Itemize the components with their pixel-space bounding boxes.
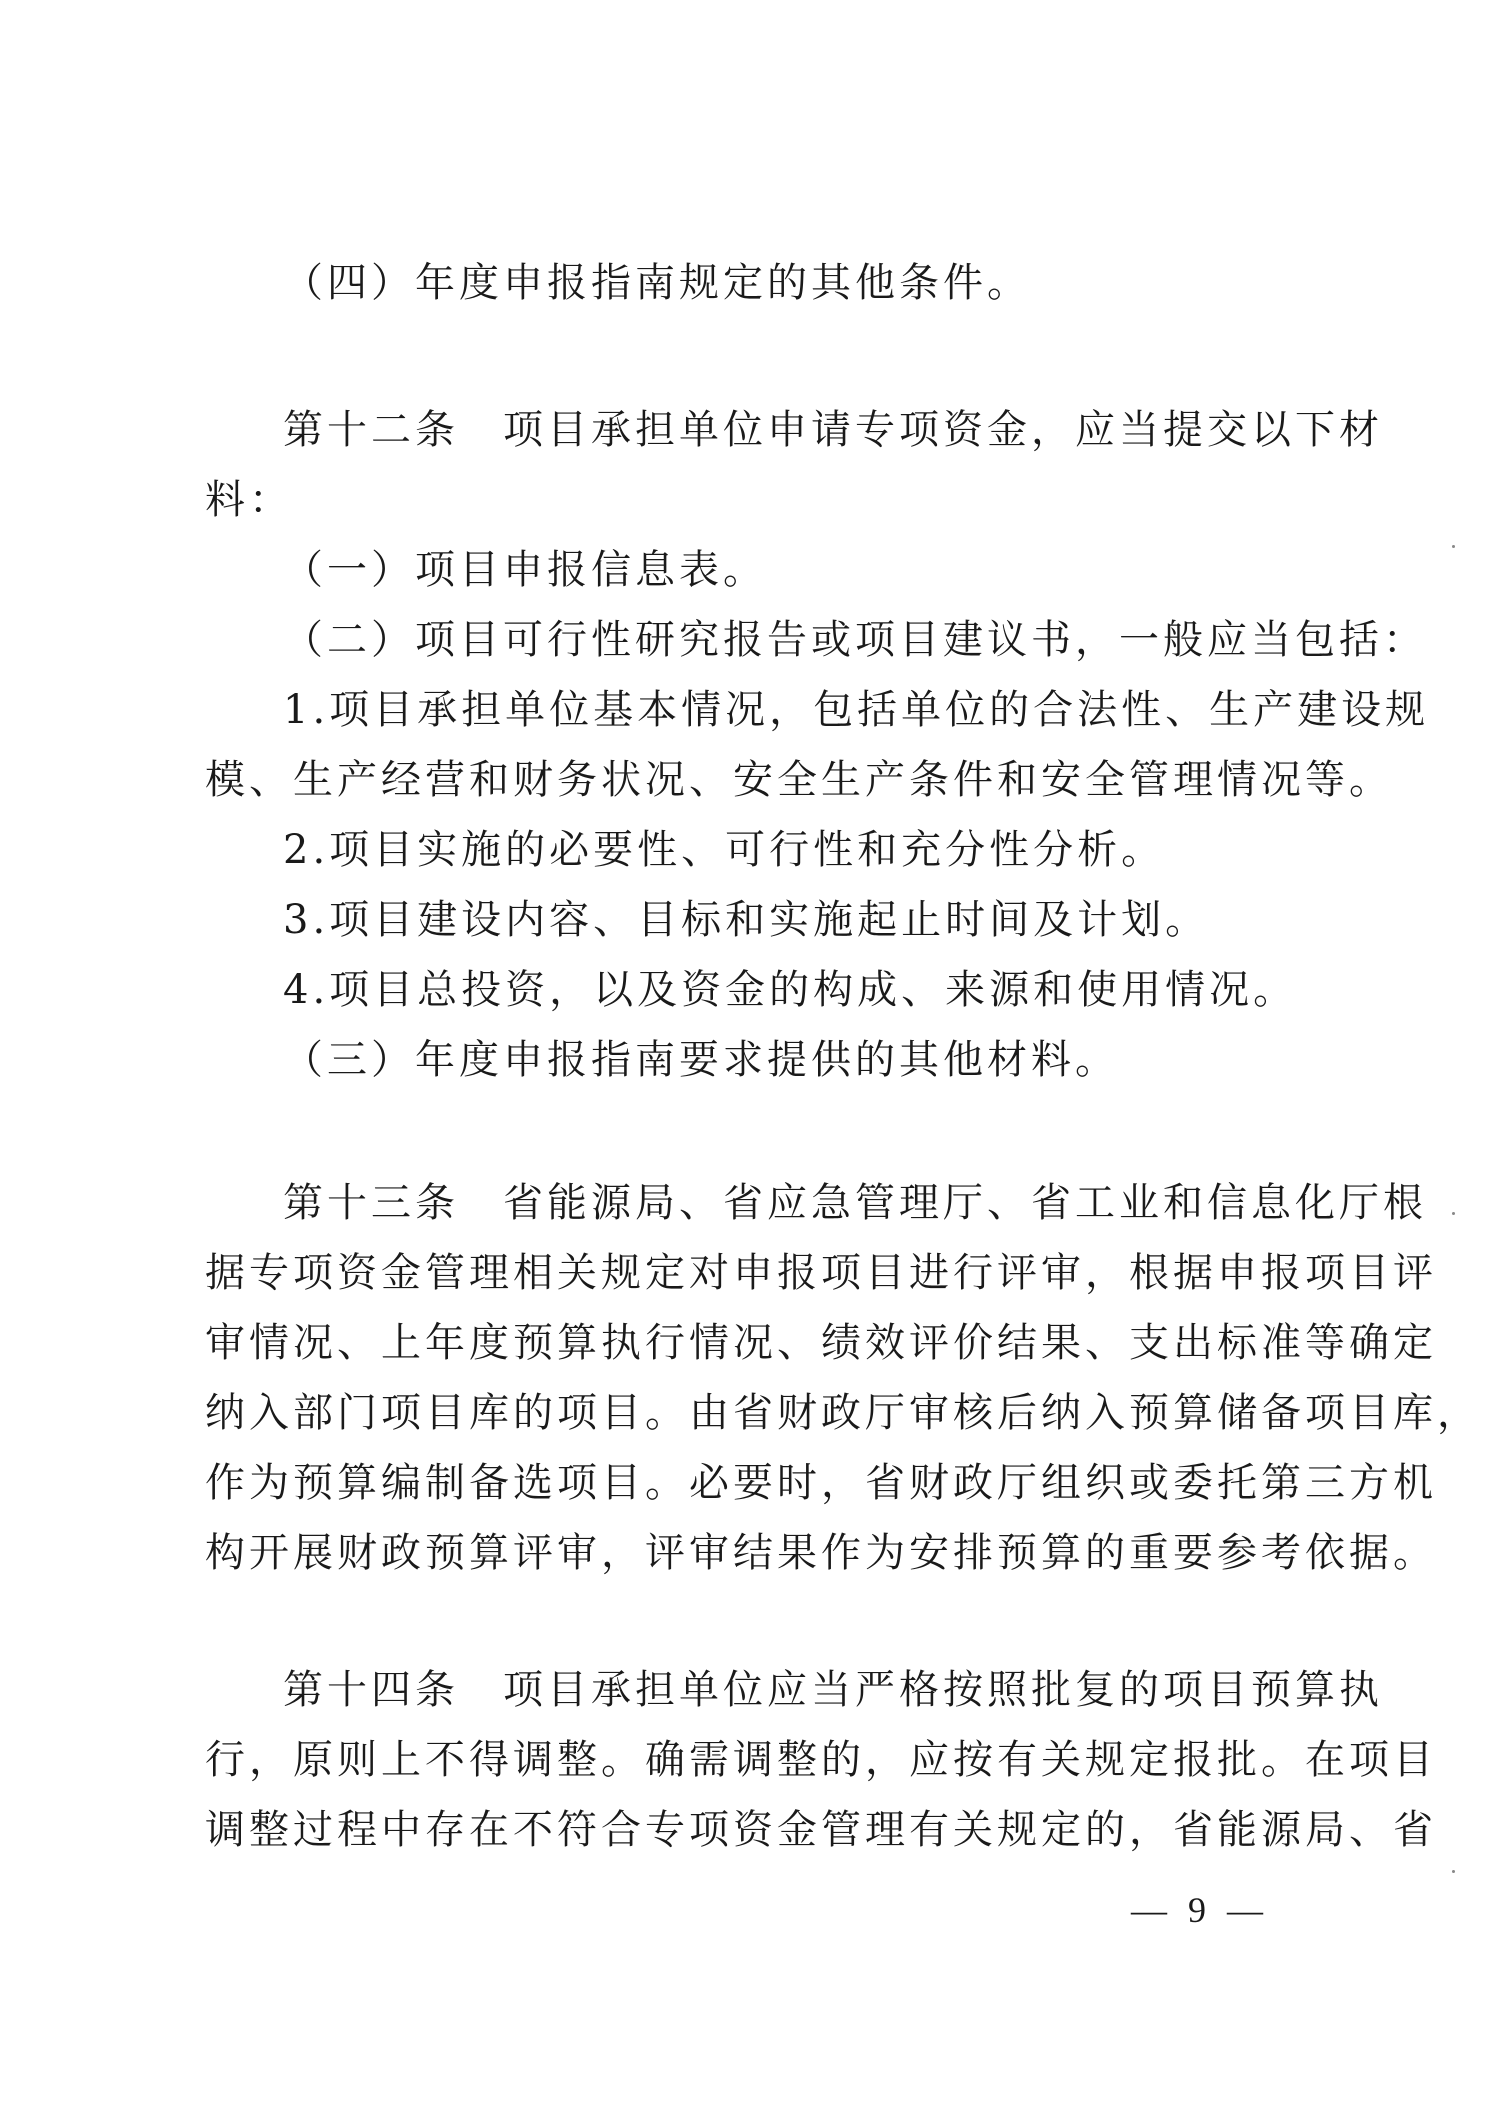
material-2-item-4-line: 4.项目总投资，以及资金的构成、来源和使用情况。 (283, 967, 1298, 1013)
scan-speck (1452, 1212, 1455, 1215)
material-2-item-1-line-1: 1.项目承担单位基本情况，包括单位的合法性、生产建设规 (283, 687, 1430, 733)
scan-speck (1452, 1870, 1455, 1873)
article-12-line-1: 第十二条 项目承担单位申请专项资金，应当提交以下材 (283, 407, 1383, 453)
material-3-line: （三）年度申报指南要求提供的其他材料。 (283, 1037, 1119, 1083)
article-14-line-1: 第十四条 项目承担单位应当严格按照批复的项目预算执 (283, 1667, 1383, 1713)
material-2-item-2-line: 2.项目实施的必要性、可行性和充分性分析。 (283, 827, 1166, 873)
material-2-line: （二）项目可行性研究报告或项目建议书，一般应当包括： (283, 617, 1427, 663)
article-13-line-3: 审情况、上年度预算执行情况、绩效评价结果、支出标准等确定 (205, 1320, 1437, 1366)
article-13-line-2: 据专项资金管理相关规定对申报项目进行评审，根据申报项目评 (205, 1250, 1437, 1296)
article-13-line-5: 作为预算编制备选项目。必要时，省财政厅组织或委托第三方机 (205, 1460, 1437, 1506)
article-13-line-6: 构开展财政预算评审，评审结果作为安排预算的重要参考依据。 (205, 1530, 1437, 1576)
article-14-line-2: 行，原则上不得调整。确需调整的，应按有关规定报批。在项目 (205, 1737, 1437, 1783)
article-13-line-1: 第十三条 省能源局、省应急管理厅、省工业和信息化厅根 (283, 1180, 1427, 1226)
material-1-line: （一）项目申报信息表。 (283, 547, 767, 593)
material-2-item-1-line-2: 模、生产经营和财务状况、安全生产条件和安全管理情况等。 (205, 757, 1393, 803)
article-12-line-2: 料： (205, 477, 293, 523)
article-13-line-4: 纳入部门项目库的项目。由省财政厅审核后纳入预算储备项目库， (205, 1390, 1481, 1436)
condition-4-line: （四）年度申报指南规定的其他条件。 (283, 260, 1031, 306)
article-14-line-3: 调整过程中存在不符合专项资金管理有关规定的，省能源局、省 (205, 1807, 1437, 1853)
page-number: — 9 — (1131, 1890, 1269, 1930)
scan-speck (1452, 545, 1455, 548)
material-2-item-3-line: 3.项目建设内容、目标和实施起止时间及计划。 (283, 897, 1210, 943)
